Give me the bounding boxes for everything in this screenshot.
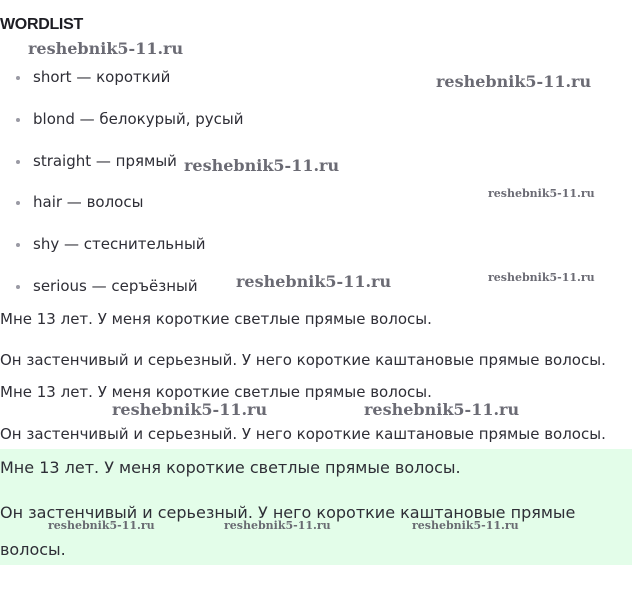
word-entry: straight — прямый	[33, 152, 177, 170]
watermark: reshebnik5-11.ru	[28, 39, 184, 58]
watermark: reshebnik5-11.ru	[112, 400, 268, 419]
watermark: reshebnik5-11.ru	[48, 519, 155, 532]
answer-line: волосы.	[0, 540, 66, 559]
word-entry: blond — белокурый, русый	[33, 110, 244, 128]
watermark: reshebnik5-11.ru	[224, 519, 331, 532]
watermark: reshebnik5-11.ru	[412, 519, 519, 532]
watermark: reshebnik5-11.ru	[488, 271, 595, 284]
word-entry: short — короткий	[33, 68, 171, 86]
bullet-icon	[16, 201, 20, 205]
sentence: Он застенчивый и серьезный. У него короткие каштановые прямые волосы.	[0, 425, 606, 443]
answer-line: Мне 13 лет. У меня короткие светлые прямые волосы.	[0, 458, 461, 477]
word-entry: serious — серъёзный	[33, 277, 198, 295]
watermark: reshebnik5-11.ru	[488, 187, 595, 200]
bullet-icon	[16, 285, 20, 289]
wordlist-heading: WORDLIST	[0, 16, 83, 33]
watermark: reshebnik5-11.ru	[184, 156, 340, 175]
watermark: reshebnik5-11.ru	[436, 72, 592, 91]
answer-line: Он застенчивый и серьезный. У него короткие каштановые прямые	[0, 503, 576, 522]
word-entry: hair — волосы	[33, 193, 144, 211]
sentence: Он застенчивый и серьезный. У него короткие каштановые прямые волосы.	[0, 351, 606, 369]
sentence: Мне 13 лет. У меня короткие светлые прямые волосы.	[0, 383, 432, 401]
watermark: reshebnik5-11.ru	[364, 400, 520, 419]
sentence: Мне 13 лет. У меня короткие светлые прямые волосы.	[0, 310, 432, 328]
bullet-icon	[16, 76, 20, 80]
bullet-icon	[16, 243, 20, 247]
bullet-icon	[16, 118, 20, 122]
watermark: reshebnik5-11.ru	[236, 272, 392, 291]
word-entry: shy — стеснительный	[33, 235, 206, 253]
bullet-icon	[16, 160, 20, 164]
answer-box	[0, 449, 632, 565]
